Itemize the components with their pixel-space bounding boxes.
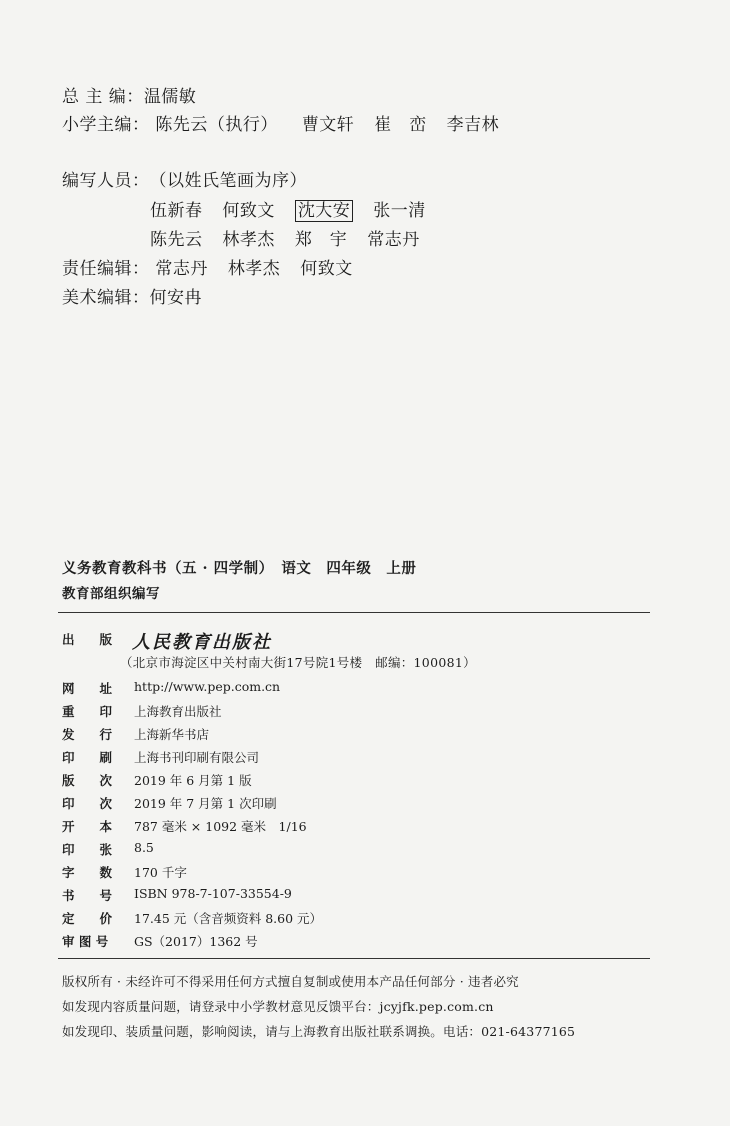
imprint-key: 网 址 (62, 681, 113, 696)
primary-editor-name: 陈先云（执行） (155, 115, 278, 135)
art-editor-name: 何安冉 (149, 288, 202, 308)
imprint-key: 发 行 (62, 727, 113, 742)
copyright-notice: 版权所有 · 未经许可不得采用任何方式擅自复制或使用本产品任何部分 · 违者必究 (62, 974, 519, 989)
imprint-value: 17.45 元（含音频资料 8.60 元） (134, 911, 323, 926)
imprint-value: http://www.pep.com.cn (134, 679, 281, 694)
content-quality-notice: 如发现内容质量问题，请登录中小学教材意见反馈平台：jcyjfk.pep.com.cn (62, 999, 494, 1014)
imprint-key: 重 印 (62, 704, 113, 719)
writer-name-boxed: 沈大安 (295, 200, 354, 222)
writer-name: 郑 宇 (294, 230, 348, 250)
writer-name: 何致文 (222, 201, 275, 221)
imprint-key: 定 价 (62, 911, 113, 926)
imprint-value: GS（2017）1362 号 (134, 934, 258, 949)
imprint-key: 字 数 (62, 865, 113, 880)
responsible-editor-name: 林孝杰 (227, 259, 281, 279)
writer-name: 伍新春 (150, 201, 203, 221)
compiler-line: 教育部组织编写 (62, 586, 160, 602)
imprint-value: ISBN 978-7-107-33554-9 (134, 886, 292, 901)
imprint-value: 787 毫米 × 1092 毫米 1/16 (134, 819, 307, 834)
divider-bottom (58, 958, 650, 959)
art-editor-label: 美术编辑： (62, 288, 150, 308)
writer-name: 陈先云 (150, 230, 203, 250)
writer-name: 常志丹 (367, 230, 420, 250)
book-series-title: 义务教育教科书（五 · 四学制） 语文 四年级 上册 (62, 560, 417, 577)
responsible-editor-label: 责任编辑： (62, 259, 150, 279)
imprint-value: 上海新华书店 (134, 727, 210, 742)
responsible-editor-name: 常志丹 (155, 259, 208, 279)
imprint-value: 170 千字 (134, 865, 187, 880)
chief-editor-name: 温儒敏 (143, 87, 197, 107)
imprint-key: 审 图 号 (62, 934, 109, 949)
art-editor-line (62, 283, 202, 308)
imprint-value: 上海教育出版社 (134, 704, 222, 719)
publisher-address: （北京市海淀区中关村南大街17号院1号楼 邮编：100081） (120, 655, 476, 670)
imprint-key: 印 次 (62, 796, 113, 811)
divider-top (58, 612, 650, 613)
primary-editor-name: 李吉林 (446, 115, 500, 135)
publisher-logo: 人民教育出版社 (132, 632, 272, 653)
primary-editor-name: 曹文轩 (301, 115, 355, 135)
imprint-key: 印 张 (62, 842, 113, 857)
primary-editor-name: 崔 峦 (374, 115, 427, 135)
printing-quality-notice: 如发现印、装质量问题，影响阅读，请与上海教育出版社联系调换。电话：021-64377165 (62, 1024, 576, 1039)
chief-editor-label: 总 主 编： (62, 87, 144, 107)
writers-row-1 (150, 196, 440, 221)
writer-name: 张一清 (373, 201, 426, 221)
chief-editor-line (62, 82, 196, 107)
imprint-key: 书 号 (62, 888, 113, 903)
imprint-key: 开 本 (62, 819, 113, 834)
responsible-editor-name: 何致文 (300, 259, 353, 279)
imprint-value: 上海书刊印刷有限公司 (134, 750, 260, 765)
imprint-key: 印 刷 (62, 750, 113, 765)
imprint-value: 8.5 (134, 840, 154, 855)
responsible-editor-line (62, 254, 367, 279)
imprint-value: 2019 年 6 月第 1 版 (134, 773, 252, 788)
writers-note: （以姓氏笔画为序） (149, 171, 307, 191)
writers-label: 编写人员： (62, 171, 150, 191)
writers-line (62, 166, 307, 191)
primary-editor-label: 小学主编： (62, 115, 150, 135)
imprint-value: 2019 年 7 月第 1 次印刷 (134, 796, 277, 811)
imprint-key: 版 次 (62, 773, 113, 788)
primary-editor-line (62, 110, 513, 135)
writers-row-2 (150, 225, 434, 250)
publisher-label: 出 版 (62, 632, 113, 647)
writer-name: 林孝杰 (222, 230, 275, 250)
